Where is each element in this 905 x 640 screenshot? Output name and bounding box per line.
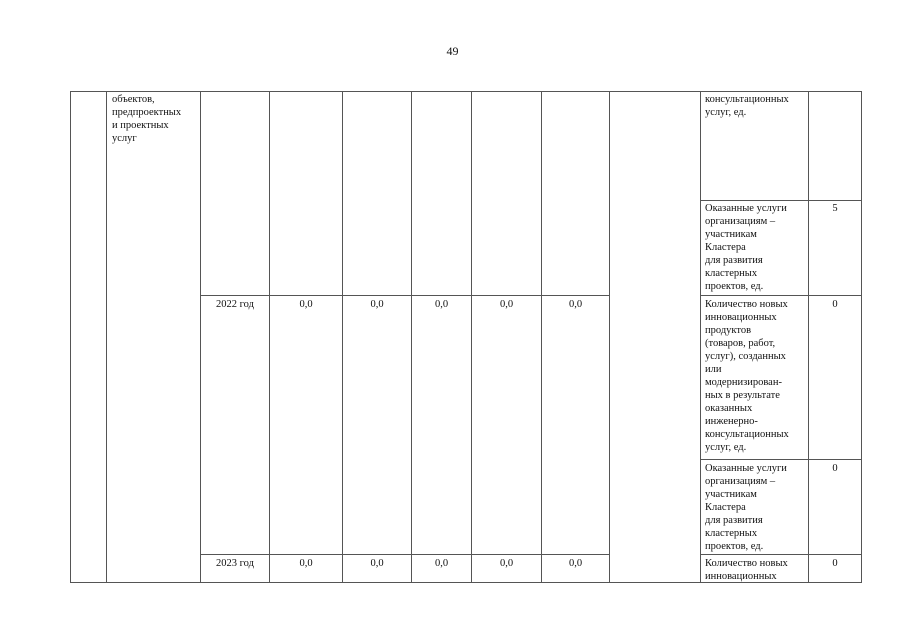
column-line <box>700 91 701 583</box>
indicator-line: для развития <box>705 515 763 526</box>
page-number: 49 <box>446 44 459 58</box>
indicator-line: услуг), созданных <box>705 351 786 362</box>
indicator-divider <box>700 459 862 460</box>
indicator-line: для развития <box>705 255 763 266</box>
indicator-line: оказанных <box>705 403 753 414</box>
column-line <box>342 91 343 583</box>
row-divider <box>200 554 610 555</box>
value-cell: 0,0 <box>299 299 313 310</box>
indicator-line: Количество новых <box>705 299 788 310</box>
year-cell: 2022 год <box>216 299 254 310</box>
column-line <box>70 91 71 583</box>
event-name-line: и проектных <box>112 120 169 131</box>
indicator-line: ных в результате <box>705 390 780 401</box>
indicator-line: инновационных <box>705 571 777 582</box>
column-line <box>269 91 270 583</box>
indicator-line: Оказанные услуги <box>705 463 787 474</box>
value-cell: 0,0 <box>434 558 449 569</box>
column-line <box>609 91 610 583</box>
indicator-line: участникам <box>705 229 757 240</box>
value-cell: 0,0 <box>370 558 384 569</box>
indicator-line: кластерных <box>705 528 758 539</box>
indicator-line: кластерных <box>705 268 758 279</box>
indicator-line: проектов, ед. <box>705 541 764 552</box>
event-name-line: предпроектных <box>112 107 182 118</box>
indicator-line: участникам <box>705 489 757 500</box>
value-cell: 0,0 <box>499 299 514 310</box>
indicator-line: модернизирован- <box>705 377 782 388</box>
value-cell: 0,0 <box>499 558 514 569</box>
indicator-line: или <box>705 364 722 375</box>
value-cell: 0,0 <box>370 299 384 310</box>
indicator-line: Кластера <box>705 502 746 513</box>
indicator-divider <box>700 295 862 296</box>
column-line <box>471 91 472 583</box>
indicator-divider <box>700 554 862 555</box>
event-name-line: услуг <box>112 133 137 144</box>
row-divider <box>200 295 610 296</box>
indicator-line: (товаров, работ, <box>705 338 776 349</box>
indicator-value: 0 <box>832 463 838 474</box>
indicator-value: 0 <box>832 558 838 569</box>
indicator-line: организациям – <box>705 216 776 227</box>
indicator-line: Кластера <box>705 242 746 253</box>
indicator-line: инженерно- <box>705 416 758 427</box>
indicator-line: Оказанные услуги <box>705 203 787 214</box>
indicator-line: Количество новых <box>705 558 788 569</box>
indicator-value: 0 <box>832 299 838 310</box>
indicator-line: проектов, ед. <box>705 281 764 292</box>
indicator-line: организациям – <box>705 476 776 487</box>
indicator-line: услуг, ед. <box>705 107 747 118</box>
column-line <box>411 91 412 583</box>
value-cell: 0,0 <box>568 558 583 569</box>
value-cell: 0,0 <box>299 558 313 569</box>
indicator-line: продуктов <box>705 325 752 336</box>
year-cell: 2023 год <box>216 558 254 569</box>
column-line <box>106 91 107 583</box>
column-line <box>200 91 201 583</box>
indicator-line: услуг, ед. <box>705 442 747 453</box>
table-top-border <box>70 91 862 92</box>
value-cell: 0,0 <box>568 299 583 310</box>
indicator-line: консультационных <box>705 94 789 105</box>
indicator-line: инновационных <box>705 312 777 323</box>
event-name-line: объектов, <box>112 94 155 105</box>
indicator-divider <box>700 200 862 201</box>
value-cell: 0,0 <box>434 299 449 310</box>
indicator-line: консультационных <box>705 429 789 440</box>
column-line <box>861 91 862 583</box>
column-line <box>541 91 542 583</box>
indicator-value: 5 <box>832 203 838 214</box>
column-line <box>808 91 809 583</box>
